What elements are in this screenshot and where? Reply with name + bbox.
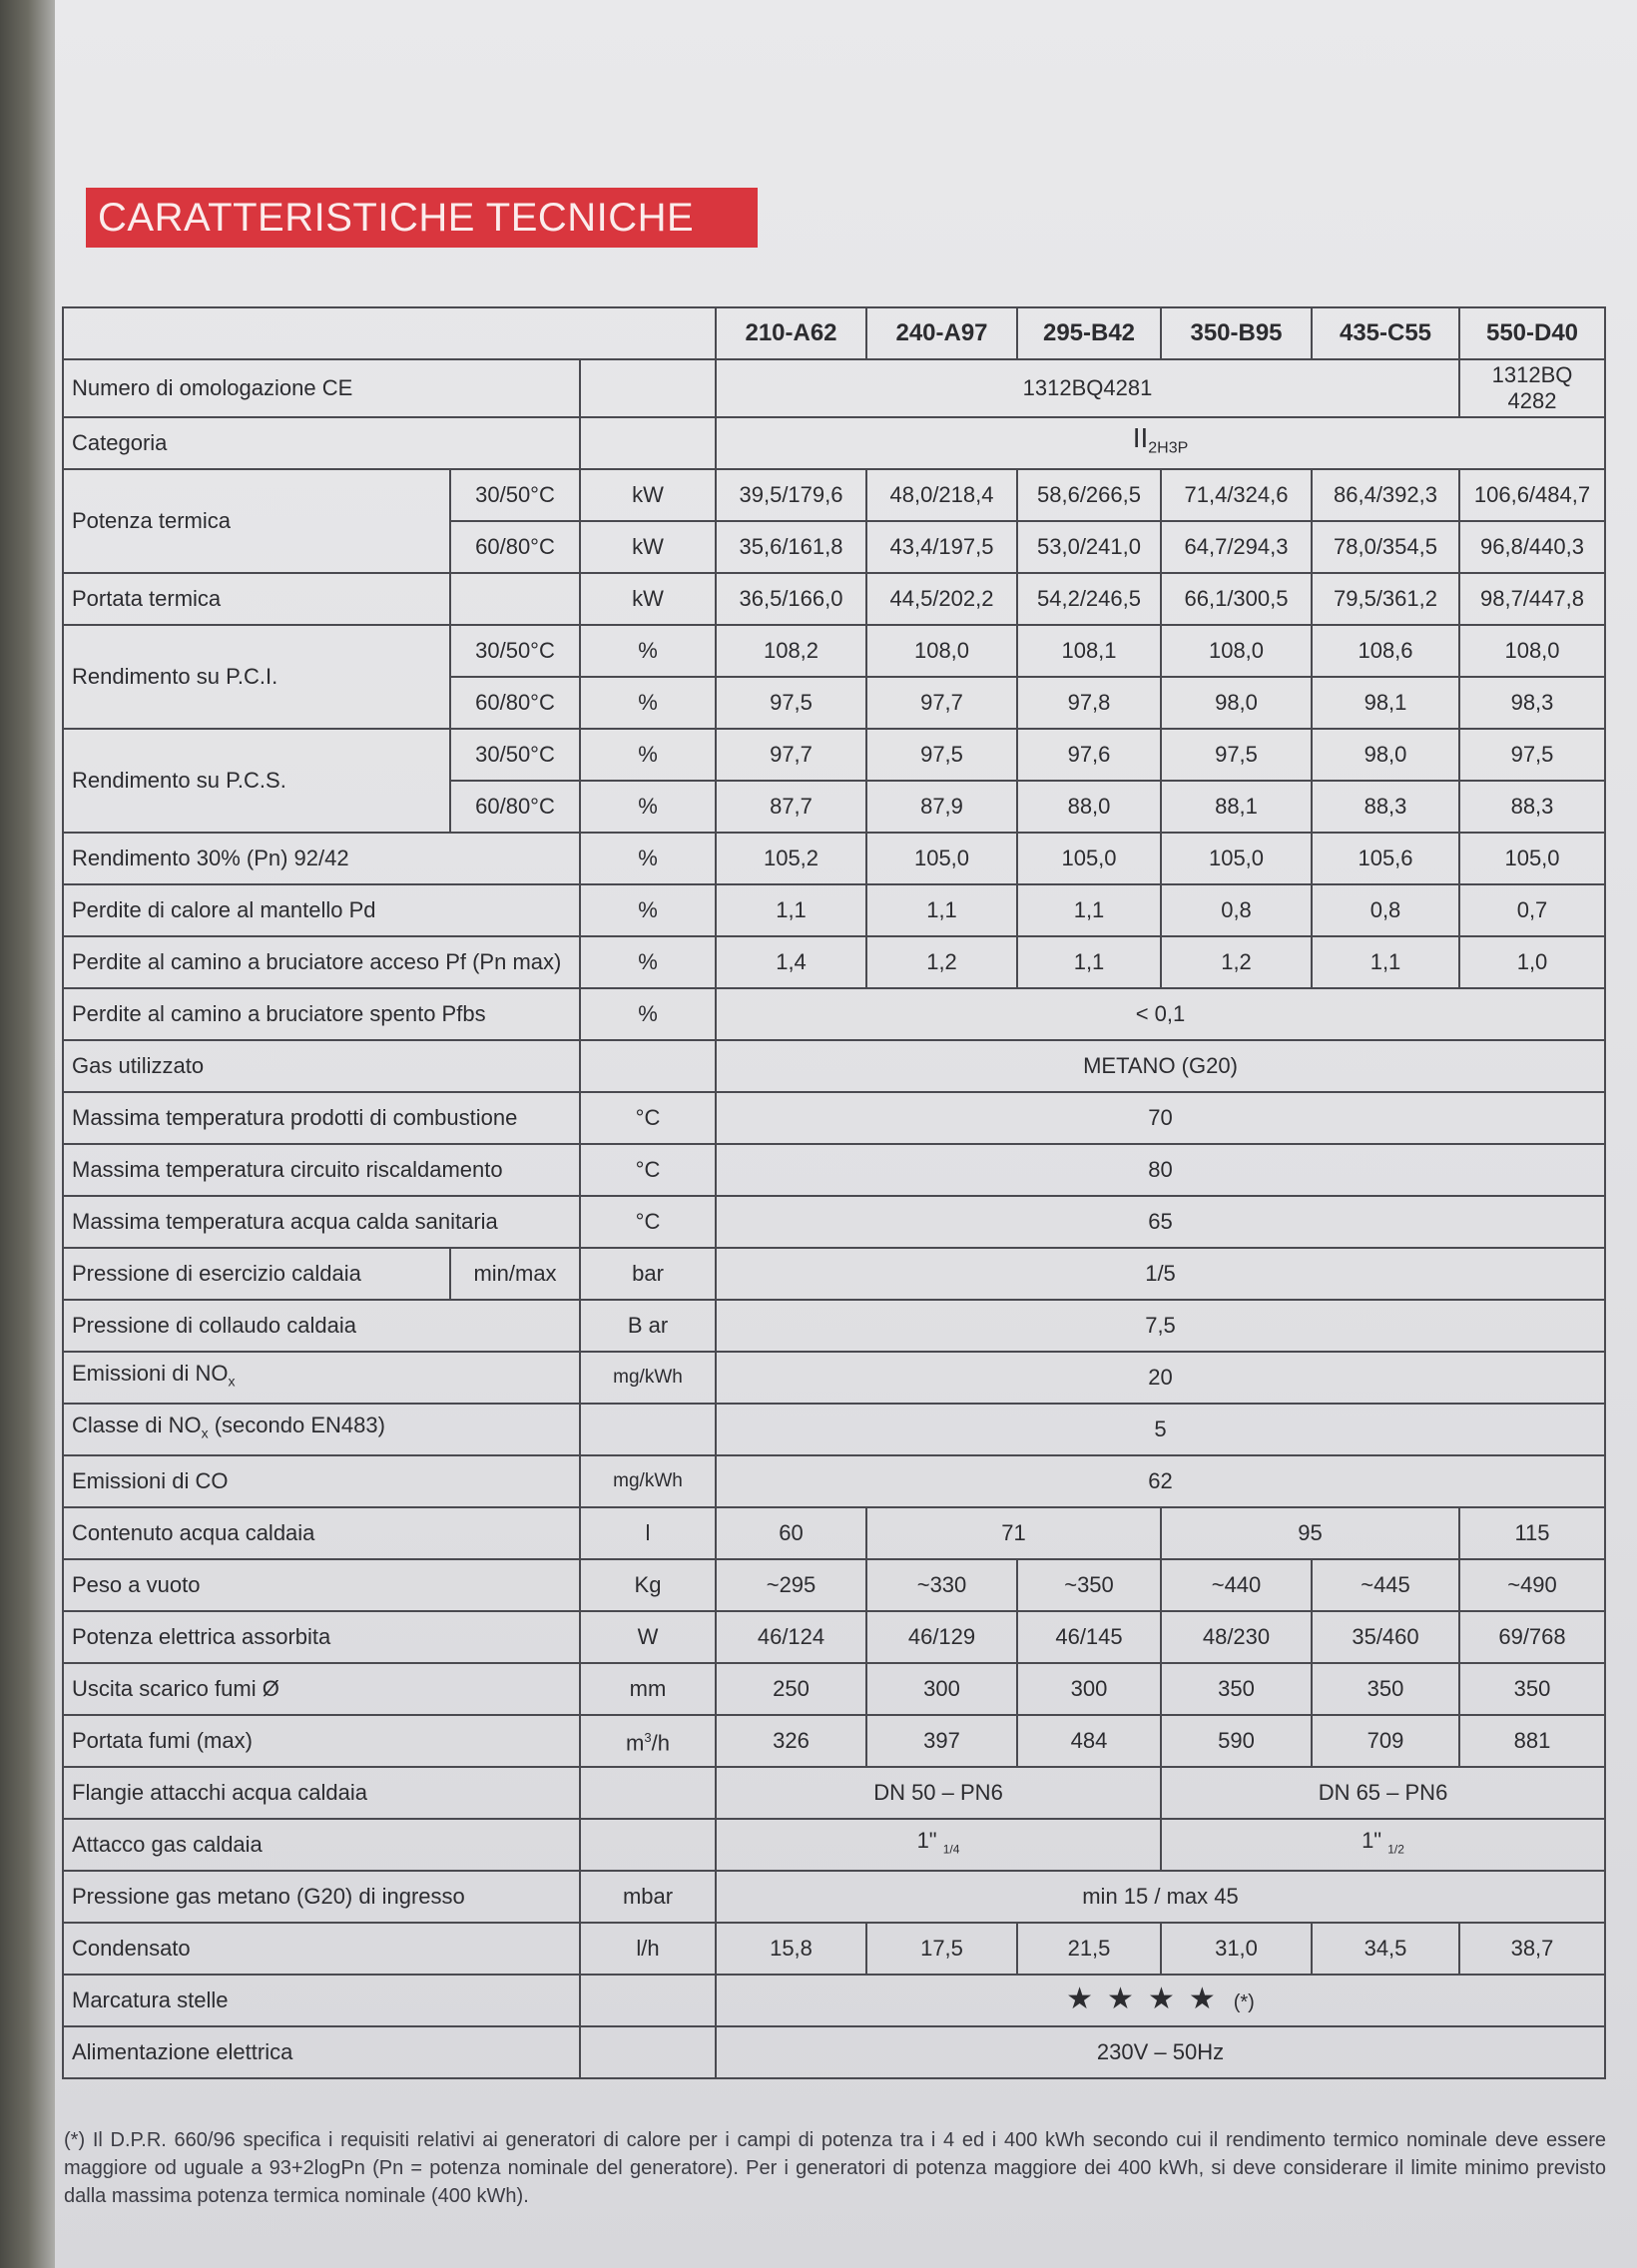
value-cell: 108,6 (1312, 625, 1459, 677)
row-label: Alimentazione elettrica (63, 2026, 580, 2078)
table-row (63, 469, 1605, 521)
unit-cell: mbar (580, 1871, 716, 1923)
value-cell: ~350 (1017, 1559, 1161, 1611)
table-row (63, 1611, 1605, 1663)
value-cell: 97,7 (716, 729, 866, 781)
value-cell: 15,8 (716, 1923, 866, 1975)
table-row (63, 729, 1605, 781)
unit-cell: kW (580, 573, 716, 625)
unit-cell: % (580, 677, 716, 729)
value-cell: 78,0/354,5 (1312, 521, 1459, 573)
value-cell (716, 417, 1605, 469)
value-cell: 105,0 (866, 833, 1017, 884)
value-cell: 71,4/324,6 (1161, 469, 1312, 521)
value-cell: 87,7 (716, 781, 866, 833)
model-header: 295-B42 (1017, 307, 1161, 359)
value-cell: 1312BQ 4282 (1459, 359, 1605, 417)
table-row (63, 1196, 1605, 1248)
value-cell: ~295 (716, 1559, 866, 1611)
row-label: Massima temperatura prodotti di combustione (63, 1092, 580, 1144)
value-cell: 97,5 (1161, 729, 1312, 781)
value-cell: 108,1 (1017, 625, 1161, 677)
table-row (63, 1559, 1605, 1611)
value-cell: 590 (1161, 1715, 1312, 1767)
unit-cell: °C (580, 1092, 716, 1144)
table-row (63, 1040, 1605, 1092)
value-cell: 1,1 (1312, 936, 1459, 988)
table-row (63, 988, 1605, 1040)
header-blank (63, 307, 716, 359)
value-cell: 0,7 (1459, 884, 1605, 936)
value-cell: ~445 (1312, 1559, 1459, 1611)
value-cell (716, 1975, 1605, 2026)
value-cell: 54,2/246,5 (1017, 573, 1161, 625)
unit-cell: bar (580, 1248, 716, 1300)
row-label: Pressione gas metano (G20) di ingresso (63, 1871, 580, 1923)
row-label: Perdite di calore al mantello Pd (63, 884, 580, 936)
row-label: Pressione di esercizio caldaia (63, 1248, 450, 1300)
nox-label: Emissioni di NO (72, 1361, 229, 1387)
table-row (63, 1352, 1605, 1404)
value-cell: 97,8 (1017, 677, 1161, 729)
row-label: Uscita scarico fumi Ø (63, 1663, 580, 1715)
value-cell: 97,5 (1459, 729, 1605, 781)
value-cell: 0,8 (1312, 884, 1459, 936)
value-cell: 98,3 (1459, 677, 1605, 729)
value-cell: 58,6/266,5 (1017, 469, 1161, 521)
value-cell: 79,5/361,2 (1312, 573, 1459, 625)
table-row (63, 1404, 1605, 1455)
footnote: (*) Il D.P.R. 660/96 specifica i requisiti relativi ai generatori di calore per i campi di potenza tra i 4 ed i 400 kWh secondo cui il rendimento termico nominale deve essere maggiore od uguale a 93+2logPn (Pn = potenza nominale del generatore). Per i generatori di potenza maggiore dei 400 kWh, si deve considerare il limite minimo previsto dalla massima potenza termica nominale (400 kWh). (64, 2129, 1606, 2207)
table-row (63, 625, 1605, 677)
value-cell: 105,0 (1459, 833, 1605, 884)
classe-tail: (secondo EN483) (208, 1413, 385, 1438)
value-cell: 1,2 (1161, 936, 1312, 988)
model-header: 350-B95 (1161, 307, 1312, 359)
unit-cell: % (580, 625, 716, 677)
unit-cell: l/h (580, 1923, 716, 1975)
row-label: Peso a vuoto (63, 1559, 580, 1611)
category-main: II (1132, 421, 1149, 453)
value-cell: 71 (866, 1507, 1161, 1559)
value-cell: 87,9 (866, 781, 1017, 833)
table-row (63, 1455, 1605, 1507)
value-cell: 350 (1312, 1663, 1459, 1715)
table-row (63, 1300, 1605, 1352)
unit-cell: % (580, 781, 716, 833)
row-label: Rendimento su P.C.S. (63, 729, 450, 833)
value-cell: 60 (716, 1507, 866, 1559)
value-cell: 1/5 (716, 1248, 1605, 1300)
row-label: Perdite al camino a bruciatore spento Pfbs (63, 988, 580, 1040)
row-label: Portata termica (63, 573, 450, 625)
value-cell: 105,0 (1017, 833, 1161, 884)
value-cell: 88,3 (1312, 781, 1459, 833)
value-cell: 80 (716, 1144, 1605, 1196)
condition-cell: 30/50°C (450, 469, 580, 521)
value-cell: 46/124 (716, 1611, 866, 1663)
table-row (63, 833, 1605, 884)
row-label: Perdite al camino a bruciatore acceso Pf (Pn max) (63, 936, 580, 988)
value-cell: 88,3 (1459, 781, 1605, 833)
value-cell: 105,6 (1312, 833, 1459, 884)
value-cell: 0,8 (1161, 884, 1312, 936)
value-cell: 35,6/161,8 (716, 521, 866, 573)
table-row (63, 1507, 1605, 1559)
unit-cell: % (580, 936, 716, 988)
unit-cell: mm (580, 1663, 716, 1715)
value-cell: 95 (1161, 1507, 1459, 1559)
value-cell: 1,2 (866, 936, 1017, 988)
value-cell: 230V – 50Hz (716, 2026, 1605, 2078)
attacco-v2-sub: 1/2 (1387, 1842, 1404, 1857)
value-cell: 97,7 (866, 677, 1017, 729)
unit-cell: °C (580, 1144, 716, 1196)
table-row (63, 1663, 1605, 1715)
value-cell: 66,1/300,5 (1161, 573, 1312, 625)
value-cell: 709 (1312, 1715, 1459, 1767)
value-cell: 69/768 (1459, 1611, 1605, 1663)
value-cell: 5 (716, 1404, 1605, 1455)
value-cell: 1,0 (1459, 936, 1605, 988)
value-cell: 484 (1017, 1715, 1161, 1767)
unit-cell: % (580, 833, 716, 884)
value-cell: 70 (716, 1092, 1605, 1144)
condition-cell (450, 573, 580, 625)
value-cell: DN 65 – PN6 (1161, 1767, 1605, 1819)
table-row (63, 1975, 1605, 2026)
value-cell: 108,2 (716, 625, 866, 677)
row-label: Attacco gas caldaia (63, 1819, 580, 1871)
table-row (63, 1092, 1605, 1144)
value-cell: 39,5/179,6 (716, 469, 866, 521)
value-cell: 1312BQ4281 (716, 359, 1459, 417)
row-label (63, 1352, 580, 1404)
header-row (63, 307, 1605, 359)
table-row (63, 359, 1605, 417)
value-cell: 98,0 (1161, 677, 1312, 729)
value-cell: 53,0/241,0 (1017, 521, 1161, 573)
value-cell: 62 (716, 1455, 1605, 1507)
value-cell: 97,5 (716, 677, 866, 729)
value-cell: 97,6 (1017, 729, 1161, 781)
value-cell: 35/460 (1312, 1611, 1459, 1663)
unit-cell: W (580, 1611, 716, 1663)
value-cell: 36,5/166,0 (716, 573, 866, 625)
row-label: Categoria (63, 417, 580, 469)
condition-cell: 60/80°C (450, 781, 580, 833)
value-cell: 106,6/484,7 (1459, 469, 1605, 521)
table-row (63, 1819, 1605, 1871)
stars-note: (*) (1233, 1990, 1255, 2013)
condition-cell: 60/80°C (450, 677, 580, 729)
value-cell: 86,4/392,3 (1312, 469, 1459, 521)
unit-cell: % (580, 884, 716, 936)
value-cell: < 0,1 (716, 988, 1605, 1040)
unit-cell (580, 1767, 716, 1819)
star-rating-icon: ★★★★ (1066, 1982, 1230, 2015)
value-cell: 1,4 (716, 936, 866, 988)
model-header: 435-C55 (1312, 307, 1459, 359)
table-row (63, 1248, 1605, 1300)
value-cell: 1,1 (866, 884, 1017, 936)
table-row (63, 573, 1605, 625)
row-label: Gas utilizzato (63, 1040, 580, 1092)
unit-cell (580, 1040, 716, 1092)
row-label: Pressione di collaudo caldaia (63, 1300, 580, 1352)
value-cell: 20 (716, 1352, 1605, 1404)
model-header: 210-A62 (716, 307, 866, 359)
row-label: Condensato (63, 1923, 580, 1975)
row-label: Emissioni di CO (63, 1455, 580, 1507)
unit-cell (580, 2026, 716, 2078)
table-row (63, 1871, 1605, 1923)
row-label (63, 1404, 580, 1455)
value-cell: 108,0 (1161, 625, 1312, 677)
table-row (63, 1923, 1605, 1975)
unit-tail: /h (651, 1730, 670, 1756)
value-cell: 300 (1017, 1663, 1161, 1715)
unit-m: m (626, 1730, 645, 1756)
value-cell: 31,0 (1161, 1923, 1312, 1975)
table-row (63, 936, 1605, 988)
condition-cell: 30/50°C (450, 729, 580, 781)
value-cell: ~440 (1161, 1559, 1312, 1611)
table-row (63, 1715, 1605, 1767)
attacco-v1-sub: 1/4 (942, 1842, 960, 1857)
unit-cell (580, 359, 716, 417)
value-cell: 46/145 (1017, 1611, 1161, 1663)
value-cell: 98,0 (1312, 729, 1459, 781)
value-cell: 1,1 (1017, 884, 1161, 936)
value-cell: 48,0/218,4 (866, 469, 1017, 521)
section-heading: CARATTERISTICHE TECNICHE (86, 188, 758, 248)
row-label: Marcatura stelle (63, 1975, 580, 2026)
model-header: 240-A97 (866, 307, 1017, 359)
unit-cell: mg/kWh (580, 1352, 716, 1404)
value-cell (716, 1819, 1161, 1871)
row-label: Rendimento 30% (Pn) 92/42 (63, 833, 580, 884)
model-header: 550-D40 (1459, 307, 1605, 359)
row-label: Potenza termica (63, 469, 450, 573)
nox-sub: x (228, 1373, 236, 1390)
table-row (63, 1767, 1605, 1819)
row-label: Massima temperatura circuito riscaldamento (63, 1144, 580, 1196)
value-cell: 34,5 (1312, 1923, 1459, 1975)
category-sub: 2H3P (1148, 439, 1189, 457)
value-cell: 97,5 (866, 729, 1017, 781)
value-cell: 44,5/202,2 (866, 573, 1017, 625)
value-cell: 250 (716, 1663, 866, 1715)
value-cell: 397 (866, 1715, 1017, 1767)
value-cell: 88,1 (1161, 781, 1312, 833)
classe-label: Classe di NO (72, 1413, 202, 1438)
value-cell (1161, 1819, 1605, 1871)
spec-table (62, 306, 1606, 2079)
value-cell: 7,5 (716, 1300, 1605, 1352)
value-cell: min 15 / max 45 (716, 1871, 1605, 1923)
unit-cell: Kg (580, 1559, 716, 1611)
value-cell: 1,1 (716, 884, 866, 936)
attacco-v2: 1" (1362, 1827, 1382, 1853)
value-cell: 300 (866, 1663, 1017, 1715)
value-cell: 17,5 (866, 1923, 1017, 1975)
unit-cell: % (580, 988, 716, 1040)
unit-sup: 3 (644, 1730, 652, 1746)
value-cell: 326 (716, 1715, 866, 1767)
unit-cell: B ar (580, 1300, 716, 1352)
unit-cell (580, 1975, 716, 2026)
value-cell: 96,8/440,3 (1459, 521, 1605, 573)
value-cell: 115 (1459, 1507, 1605, 1559)
value-cell: 350 (1161, 1663, 1312, 1715)
value-cell: 105,2 (716, 833, 866, 884)
value-cell: 43,4/197,5 (866, 521, 1017, 573)
row-label: Portata fumi (max) (63, 1715, 580, 1767)
value-cell: 38,7 (1459, 1923, 1605, 1975)
value-cell: 105,0 (1161, 833, 1312, 884)
table-row (63, 417, 1605, 469)
unit-cell: mg/kWh (580, 1455, 716, 1507)
row-label: Contenuto acqua caldaia (63, 1507, 580, 1559)
value-cell: ~490 (1459, 1559, 1605, 1611)
unit-cell (580, 1404, 716, 1455)
row-label: Potenza elettrica assorbita (63, 1611, 580, 1663)
value-cell: 88,0 (1017, 781, 1161, 833)
row-label: Numero di omologazione CE (63, 359, 580, 417)
condition-cell: min/max (450, 1248, 580, 1300)
attacco-v1: 1" (916, 1827, 937, 1853)
value-cell: 46/129 (866, 1611, 1017, 1663)
value-cell: 350 (1459, 1663, 1605, 1715)
unit-cell (580, 417, 716, 469)
value-cell: 881 (1459, 1715, 1605, 1767)
unit-cell: kW (580, 521, 716, 573)
value-cell: 64,7/294,3 (1161, 521, 1312, 573)
value-cell: 48/230 (1161, 1611, 1312, 1663)
value-cell: 98,1 (1312, 677, 1459, 729)
row-label: Massima temperatura acqua calda sanitaria (63, 1196, 580, 1248)
unit-cell (580, 1819, 716, 1871)
table-row (63, 1144, 1605, 1196)
row-label: Flangie attacchi acqua caldaia (63, 1767, 580, 1819)
value-cell: METANO (G20) (716, 1040, 1605, 1092)
value-cell: DN 50 – PN6 (716, 1767, 1161, 1819)
unit-cell: kW (580, 469, 716, 521)
unit-cell (580, 1715, 716, 1767)
value-cell: 1,1 (1017, 936, 1161, 988)
unit-cell: % (580, 729, 716, 781)
condition-cell: 30/50°C (450, 625, 580, 677)
value-cell: 98,7/447,8 (1459, 573, 1605, 625)
value-cell: 108,0 (1459, 625, 1605, 677)
row-label: Rendimento su P.C.I. (63, 625, 450, 729)
value-cell: 21,5 (1017, 1923, 1161, 1975)
table-row (63, 884, 1605, 936)
classe-sub: x (201, 1424, 209, 1441)
unit-cell: °C (580, 1196, 716, 1248)
table-row (63, 2026, 1605, 2078)
unit-cell: l (580, 1507, 716, 1559)
value-cell: 65 (716, 1196, 1605, 1248)
condition-cell: 60/80°C (450, 521, 580, 573)
value-cell: ~330 (866, 1559, 1017, 1611)
value-cell: 108,0 (866, 625, 1017, 677)
